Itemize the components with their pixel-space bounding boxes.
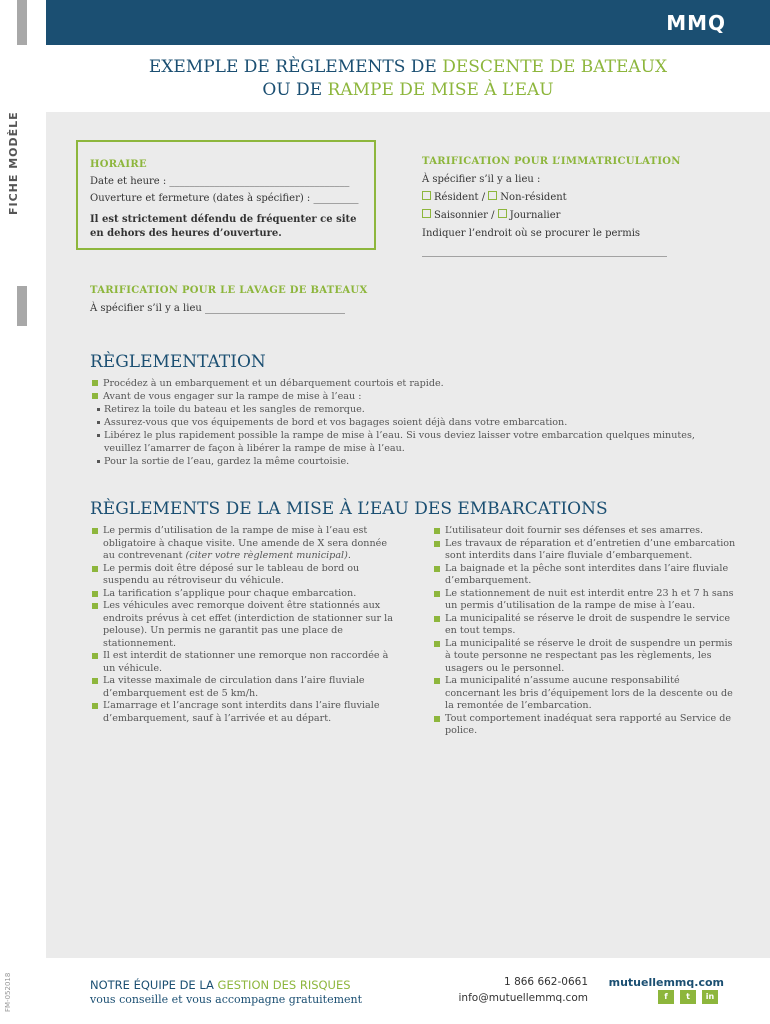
list-item: Tout comportement inadéquat sera rapporté au Service de police. <box>432 713 737 738</box>
list-item: Les véhicules avec remorque doivent être stationnés aux endroits prévus à cet effet (interdiction de stationner sur la pelouse). Un permis ne garantit pas une place de stationnement. <box>90 600 395 650</box>
list-item-end: . <box>347 550 351 561</box>
tarif-imm-heading: TARIFICATION POUR L’IMMATRICULATION <box>422 156 681 167</box>
title-line-2-plain: OU DE <box>262 80 328 100</box>
list-item: La baignade et la pêche sont interdites dans l’aire fluviale d’embarquement. <box>432 563 737 588</box>
tarif-lavage-heading: TARIFICATION POUR LE LAVAGE DE BATEAUX <box>90 285 368 296</box>
footer-email[interactable]: info@mutuellemmq.com <box>458 992 588 1004</box>
sub-list-item: Assurez-vous que vos équipements de bord et vos bagages soient déjà dans votre embarcation. <box>90 416 730 429</box>
content-area <box>46 112 770 958</box>
checkbox-journalier[interactable] <box>498 209 507 218</box>
title-line-2 <box>46 79 770 102</box>
list-item: Le permis doit être déposé sur le tableau de bord ou suspendu au rétroviseur du véhicule. <box>90 563 395 588</box>
title-line-2-accent: RAMPE DE MISE À L’EAU <box>327 80 554 100</box>
sub-list-item: Pour la sortie de l’eau, gardez la même courtoisie. <box>90 455 730 468</box>
list-item: Le stationnement de nuit est interdit entre 23 h et 7 h sans un permis d’utilisation de la rampe de mise à l’eau. <box>432 588 737 613</box>
list-item: La municipalité n’assume aucune responsabilité concernant les bris d’équipement lors de la descente ou de la remontée de l’embarcation. <box>432 675 737 713</box>
reglements-heading: RÈGLEMENTS DE LA MISE À L’EAU DES EMBARCATIONS <box>90 499 608 519</box>
margin-bar-top <box>17 0 27 45</box>
footer-phone[interactable]: 1 866 662-0661 <box>504 976 588 988</box>
tarif-imm-permit-line: Indiquer l’endroit où se procurer le permis <box>422 228 641 239</box>
side-label: FICHE MODÈLE <box>7 111 20 215</box>
horaire-note: Il est strictement défendu de fréquenter ce site en dehors des heures d’ouverture. <box>90 214 357 239</box>
reglementation-heading: RÈGLEMENTATION <box>90 352 266 372</box>
social-links <box>658 990 718 1004</box>
mmq-logo: MMQ <box>666 11 726 35</box>
label-journalier: Journalier <box>509 210 561 221</box>
twitter-icon[interactable]: t <box>680 990 696 1004</box>
list-item: Procédez à un embarquement et un débarquement courtois et rapide. <box>90 377 730 390</box>
label-saisonnier: Saisonnier / <box>434 210 495 221</box>
sub-list-item: Retirez la toile du bateau et les sangles de remorque. <box>90 403 730 416</box>
horaire-ouverture-line: Ouverture et fermeture (dates à spécifier) : _________ <box>90 193 359 204</box>
title-line-1-plain: EXEMPLE DE RÈGLEMENTS DE <box>148 57 443 77</box>
list-item <box>90 525 395 563</box>
horaire-date-line: Date et heure : ____________________________________ <box>90 176 350 187</box>
form-code: FM-052018 <box>4 972 12 1012</box>
checkbox-non-resident[interactable] <box>488 191 497 200</box>
tarification-lavage <box>90 282 420 318</box>
page-title <box>46 56 770 102</box>
reglements-left-column <box>90 525 395 725</box>
tarification-immatriculation <box>422 153 742 261</box>
label-non-resident: Non-résident <box>500 192 567 203</box>
header-band <box>46 0 770 45</box>
title-line-1-accent: DESCENTE DE BATEAUX <box>442 57 668 77</box>
footer-tagline <box>90 978 351 992</box>
linkedin-icon[interactable]: in <box>702 990 718 1004</box>
footer-website[interactable]: mutuellemmq.com <box>608 976 724 989</box>
tarif-lavage-line1: À spécifier s’il y a lieu ____________________________ <box>90 303 345 314</box>
facebook-icon[interactable]: f <box>658 990 674 1004</box>
title-line-1 <box>46 56 770 79</box>
label-resident: Résident / <box>434 192 486 203</box>
sub-list-item: Libérez le plus rapidement possible la rampe de mise à l’eau. Si vous deviez laisser votre embarcation quelques minutes, veuillez l’amarrer de façon à libérer la rampe de mise à l’eau. <box>90 429 730 455</box>
list-item: L’utilisateur doit fournir ses défenses et ses amarres. <box>432 525 737 538</box>
footer-subtagline: vous conseille et vous accompagne gratuitement <box>90 993 363 1006</box>
tarif-imm-line1: À spécifier s’il y a lieu : <box>422 174 541 185</box>
list-item: Avant de vous engager sur la rampe de mise à l’eau : <box>90 390 730 403</box>
reglements-right-column <box>432 525 737 738</box>
list-item: Il est interdit de stationner une remorque non raccordée à un véhicule. <box>90 650 395 675</box>
list-item: Les travaux de réparation et d’entretien d’une embarcation sont interdits dans l’aire fluviale d’embarquement. <box>432 538 737 563</box>
list-item: La tarification s’applique pour chaque embarcation. <box>90 588 395 601</box>
footer-tagline-plain: NOTRE ÉQUIPE DE LA <box>90 978 218 992</box>
margin-bar-middle <box>17 286 27 326</box>
tarif-imm-options-2 <box>422 207 742 225</box>
list-item-text: Le permis d’utilisation de la rampe de mise à l’eau est obligatoire à chaque visite. Une amende de X sera donnée au contrevenant <box>103 525 387 561</box>
tarif-imm-options-1 <box>422 189 742 207</box>
horaire-box <box>76 140 376 250</box>
list-item: La vitesse maximale de circulation dans l’aire fluviale d’embarquement est de 5 km/h. <box>90 675 395 700</box>
checkbox-saisonnier[interactable] <box>422 209 431 218</box>
checkbox-resident[interactable] <box>422 191 431 200</box>
footer-tagline-accent: GESTION DES RISQUES <box>217 978 351 992</box>
horaire-heading: HORAIRE <box>90 159 147 170</box>
list-item: L’amarrage et l’ancrage sont interdits dans l’aire fluviale d’embarquement, sauf à l’arrivée et au départ. <box>90 700 395 725</box>
list-item-italic: (citer votre règlement municipal) <box>185 550 348 561</box>
list-item: La municipalité se réserve le droit de suspendre un permis à toute personne ne respectant pas les règlements, les usagers ou le personnel. <box>432 638 737 676</box>
tarif-imm-blank-line: _________________________________________________ <box>422 246 667 257</box>
reglementation-list <box>90 377 730 468</box>
list-item: La municipalité se réserve le droit de suspendre le service en tout temps. <box>432 613 737 638</box>
